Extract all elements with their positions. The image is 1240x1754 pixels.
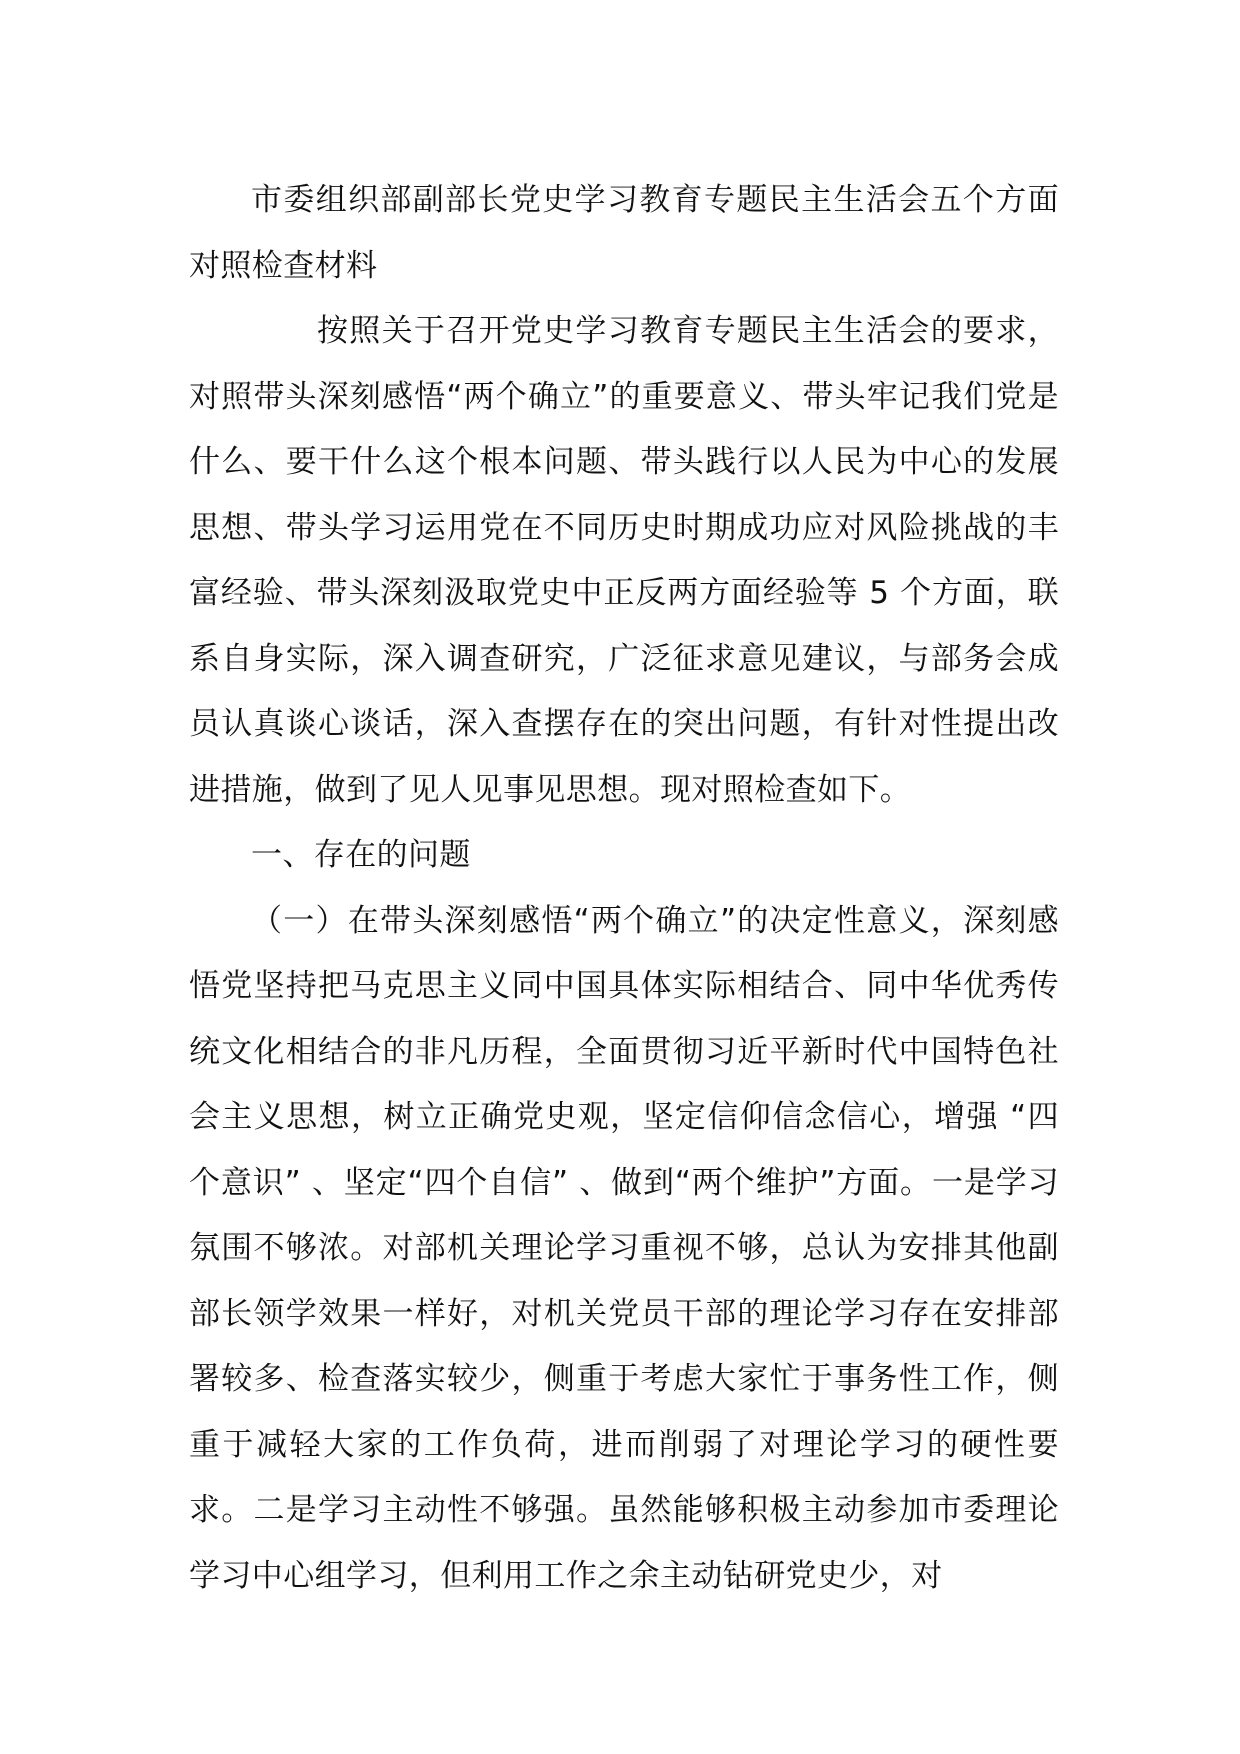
- document-body: [189, 168, 1059, 1609]
- section-heading-problems: 一、存在的问题: [251, 837, 471, 873]
- intro-paragraph: 按照关于召开党史学习教育专题民主生活会的要求，对照带头深刻感悟“两个确立”的重要意义、带头牢记我们党是什么、要干什么这个根本问题、带头践行以人民为中心的发展思想、带头学习运用党在不同历史时期成功应对风险挑战的丰富经验、带头深刻汲取党史中正反两方面经验等 5 个方面，联系自身实际，深入调查研究，广泛征求意见建议，与部务会成员认真谈心谈话，深入查摆存在的突出问题，有针对性提出改进措施，做到了见人见事见思想。现对照检查如下。: [189, 313, 1059, 808]
- subsection-paragraph-1: （一）在带头深刻感悟“两个确立”的决定性意义，深刻感悟党坚持把马克思主义同中国具体实际相结合、同中华优秀传统文化相结合的非凡历程，全面贯彻习近平新时代中国特色社会主义思想，树立正确党史观，坚定信仰信念信心，增强 “四个意识” 、坚定“四个自信” 、做到“两个维护”方面。一是学习氛围不够浓。对部机关理论学习重视不够，总认为安排其他副部长领学效果一样好，对机关党员干部的理论学习存在安排部署较多、检查落实较少，侧重于考虑大家忙于事务性工作，侧重于减轻大家的工作负荷，进而削弱了对理论学习的硬性要求。二是学习主动性不够强。虽然能够积极主动参加市委理论学习中心组学习，但利用工作之余主动钻研党史少，对: [189, 902, 1059, 1594]
- document-title: 市委组织部副部长党史学习教育专题民主生活会五个方面对照检查材料: [189, 182, 1059, 284]
